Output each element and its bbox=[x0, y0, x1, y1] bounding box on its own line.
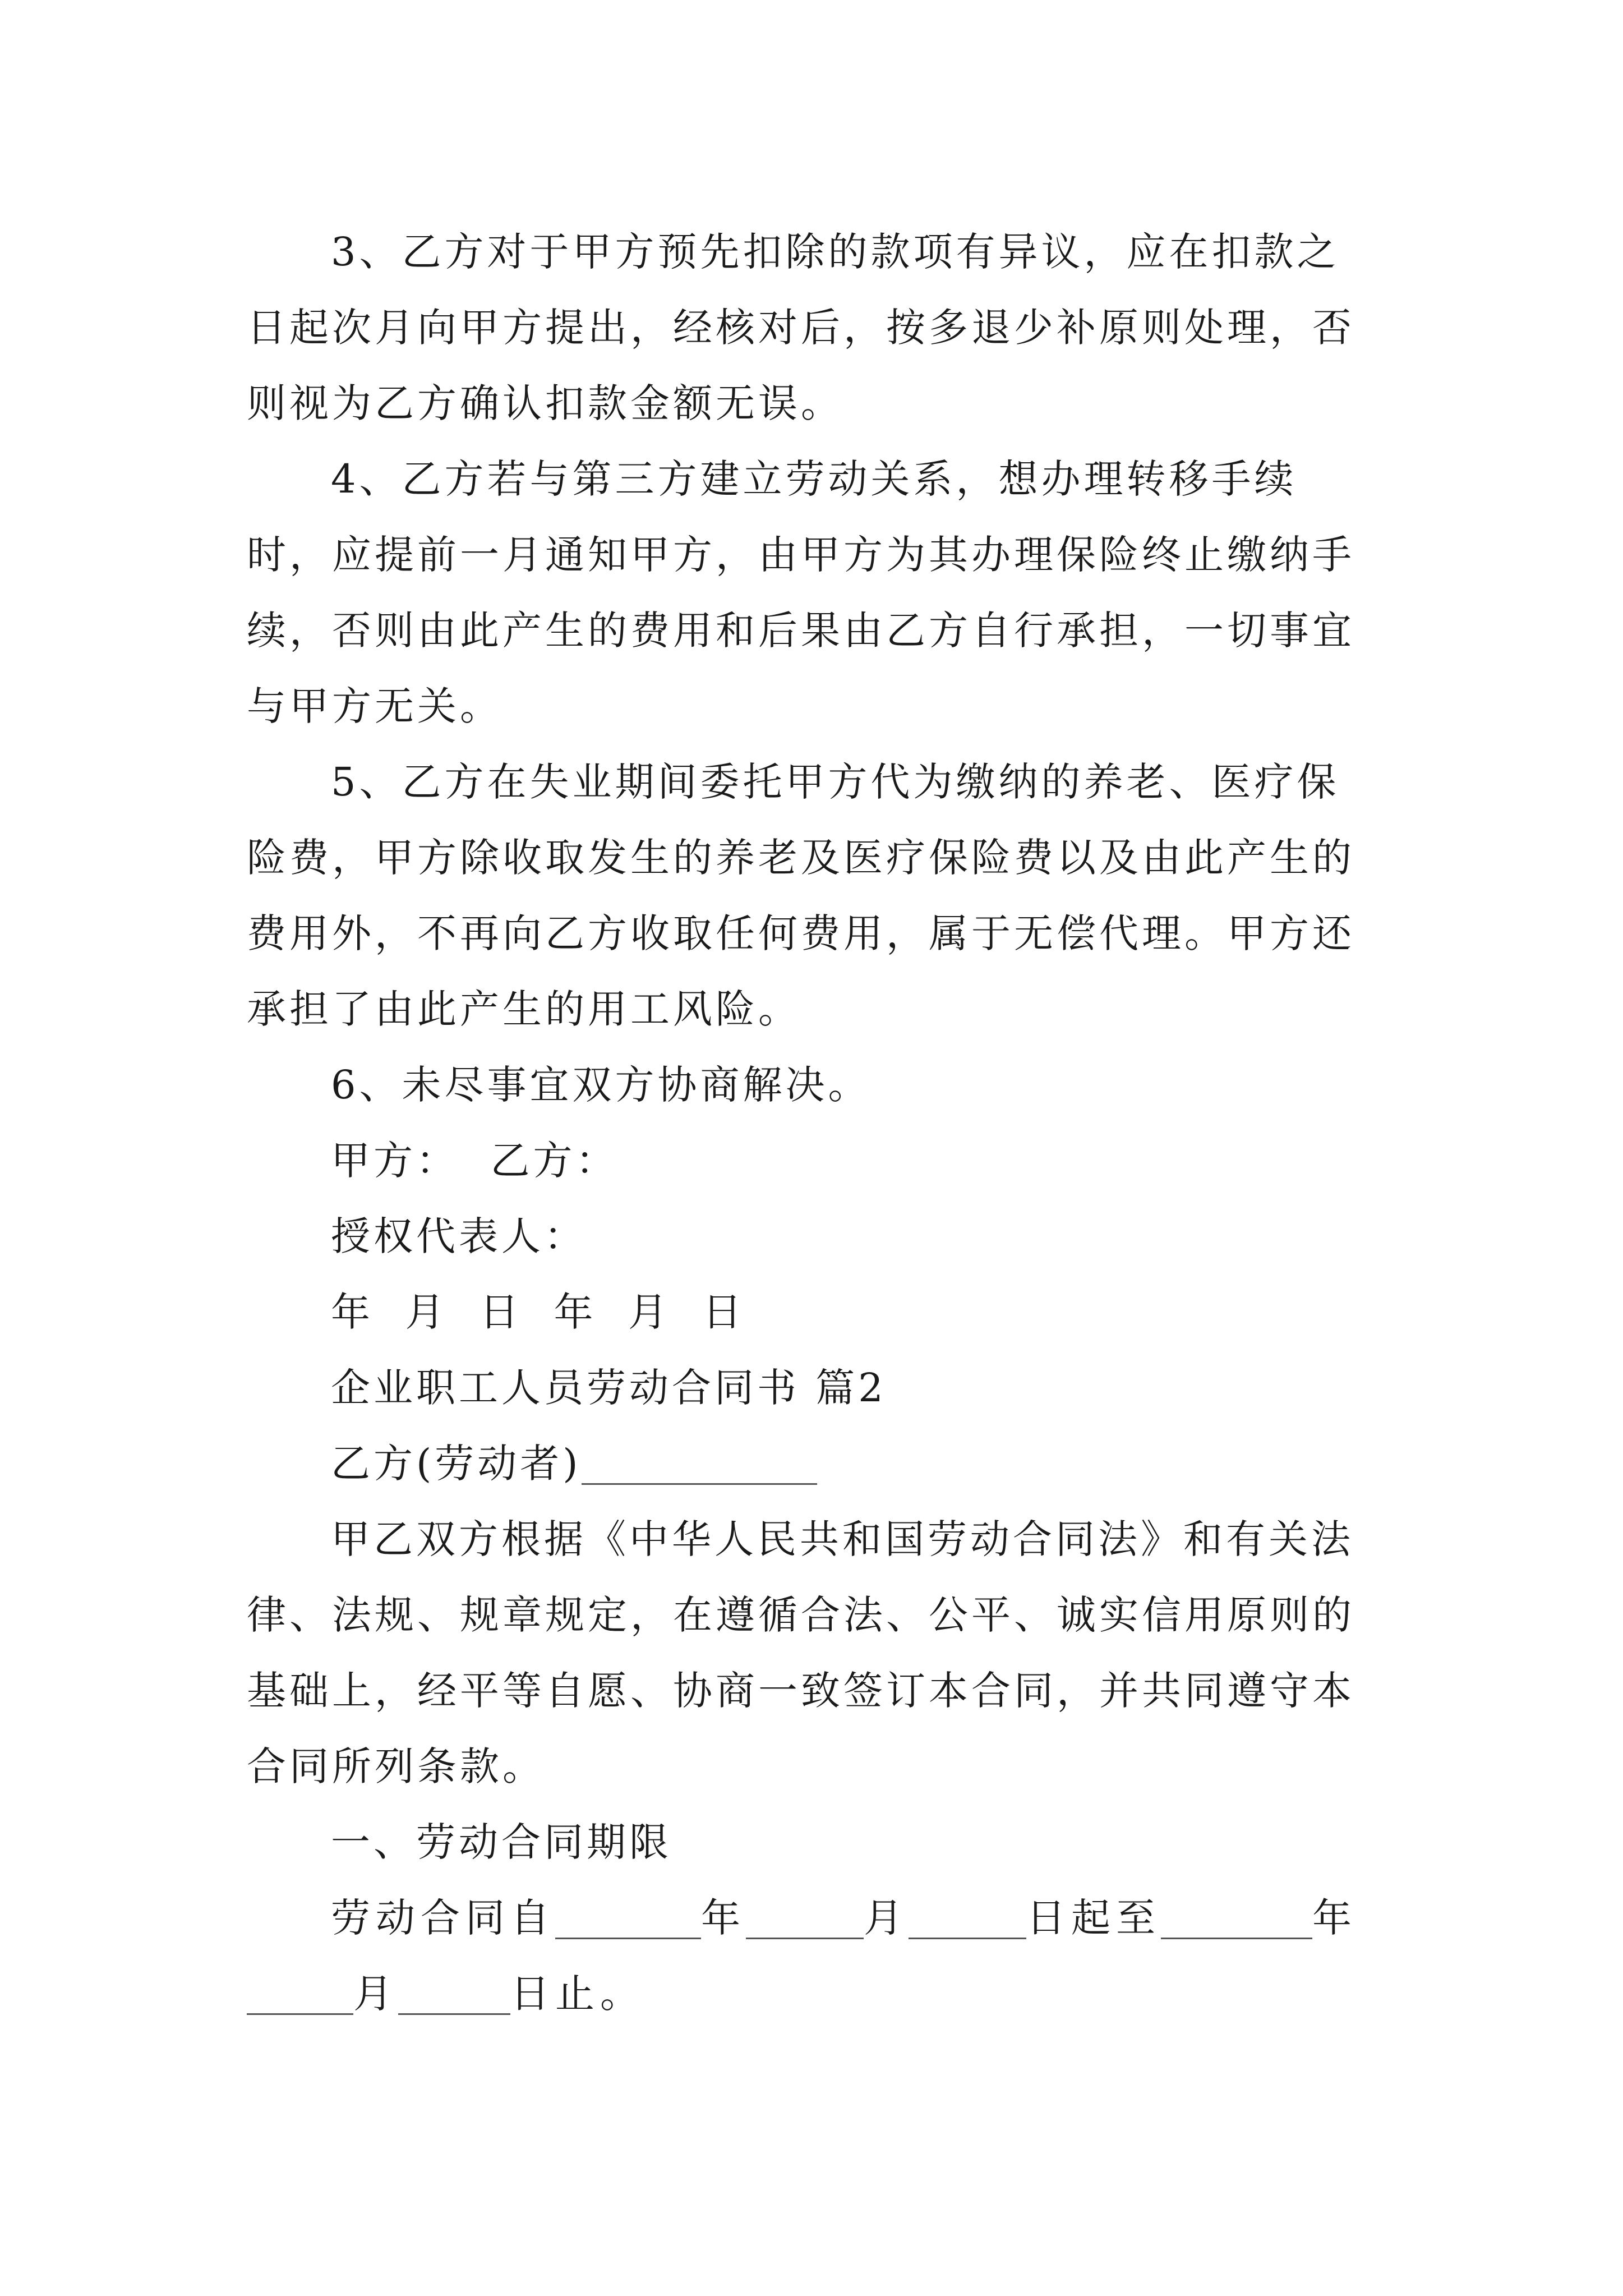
term-line-1 bbox=[247, 1880, 1380, 1956]
term-year-label-2: 年 bbox=[1312, 1895, 1357, 1941]
signature-dates: 年 月 日 年 月 日 bbox=[331, 1289, 745, 1335]
preamble: 甲乙双方根据《中华人民共和国劳动合同法》和有关法律、法规、规章规定，在遵循合法、公平、诚实信用原则的基础上，经平等自愿、协商一致签订本合同，并共同遵守本合同所列条款。 bbox=[247, 1516, 1355, 1789]
end-year-blank bbox=[1161, 1898, 1312, 1939]
term-prefix: 劳动合同自 bbox=[331, 1895, 555, 1941]
heading-contract-term: 一、劳动合同期限 bbox=[331, 1819, 672, 1865]
term-month-label-2: 月 bbox=[353, 1971, 398, 2017]
term-day-from-label: 日起至 bbox=[1026, 1895, 1161, 1941]
party-b-blank bbox=[582, 1444, 817, 1485]
end-month-blank bbox=[247, 1974, 353, 2015]
start-month-blank bbox=[746, 1898, 864, 1939]
term-year-label: 年 bbox=[701, 1895, 746, 1941]
term-month-label: 月 bbox=[864, 1895, 909, 1941]
section-title: 企业职工人员劳动合同书 篇2 bbox=[331, 1365, 887, 1411]
clause-3: 3、乙方对于甲方预先扣除的款项有异议，应在扣款之日起次月向甲方提出，经核对后，按多退少补原则处理，否则视为乙方确认扣款金额无误。 bbox=[247, 229, 1355, 426]
document-body bbox=[247, 214, 1380, 2032]
clause-6: 6、未尽事宜双方协商解决。 bbox=[331, 1062, 871, 1108]
start-year-blank bbox=[555, 1898, 701, 1939]
term-line-2 bbox=[247, 1956, 1380, 2032]
party-b-line bbox=[247, 1426, 1380, 1502]
clause-5: 5、乙方在失业期间委托甲方代为缴纳的养老、医疗保险费，甲方除收取发生的养老及医疗保险费以及由此产生的费用外，不再向乙方收取任何费用，属于无偿代理。甲方还承担了由此产生的用工风险。 bbox=[247, 759, 1355, 1032]
start-day-blank bbox=[909, 1898, 1026, 1939]
authorized-representative: 授权代表人： bbox=[331, 1213, 587, 1259]
clause-4: 4、乙方若与第三方建立劳动关系，想办理转移手续时，应提前一月通知甲方，由甲方为其办理保险终止缴纳手续，否则由此产生的费用和后果由乙方自行承担，一切事宜与甲方无关。 bbox=[247, 456, 1355, 729]
end-day-blank bbox=[398, 1974, 510, 2015]
term-end-label: 日止。 bbox=[510, 1971, 645, 2017]
party-b-label: 乙方(劳动者) bbox=[331, 1441, 582, 1487]
signature-parties: 甲方： 乙方： bbox=[331, 1138, 619, 1184]
